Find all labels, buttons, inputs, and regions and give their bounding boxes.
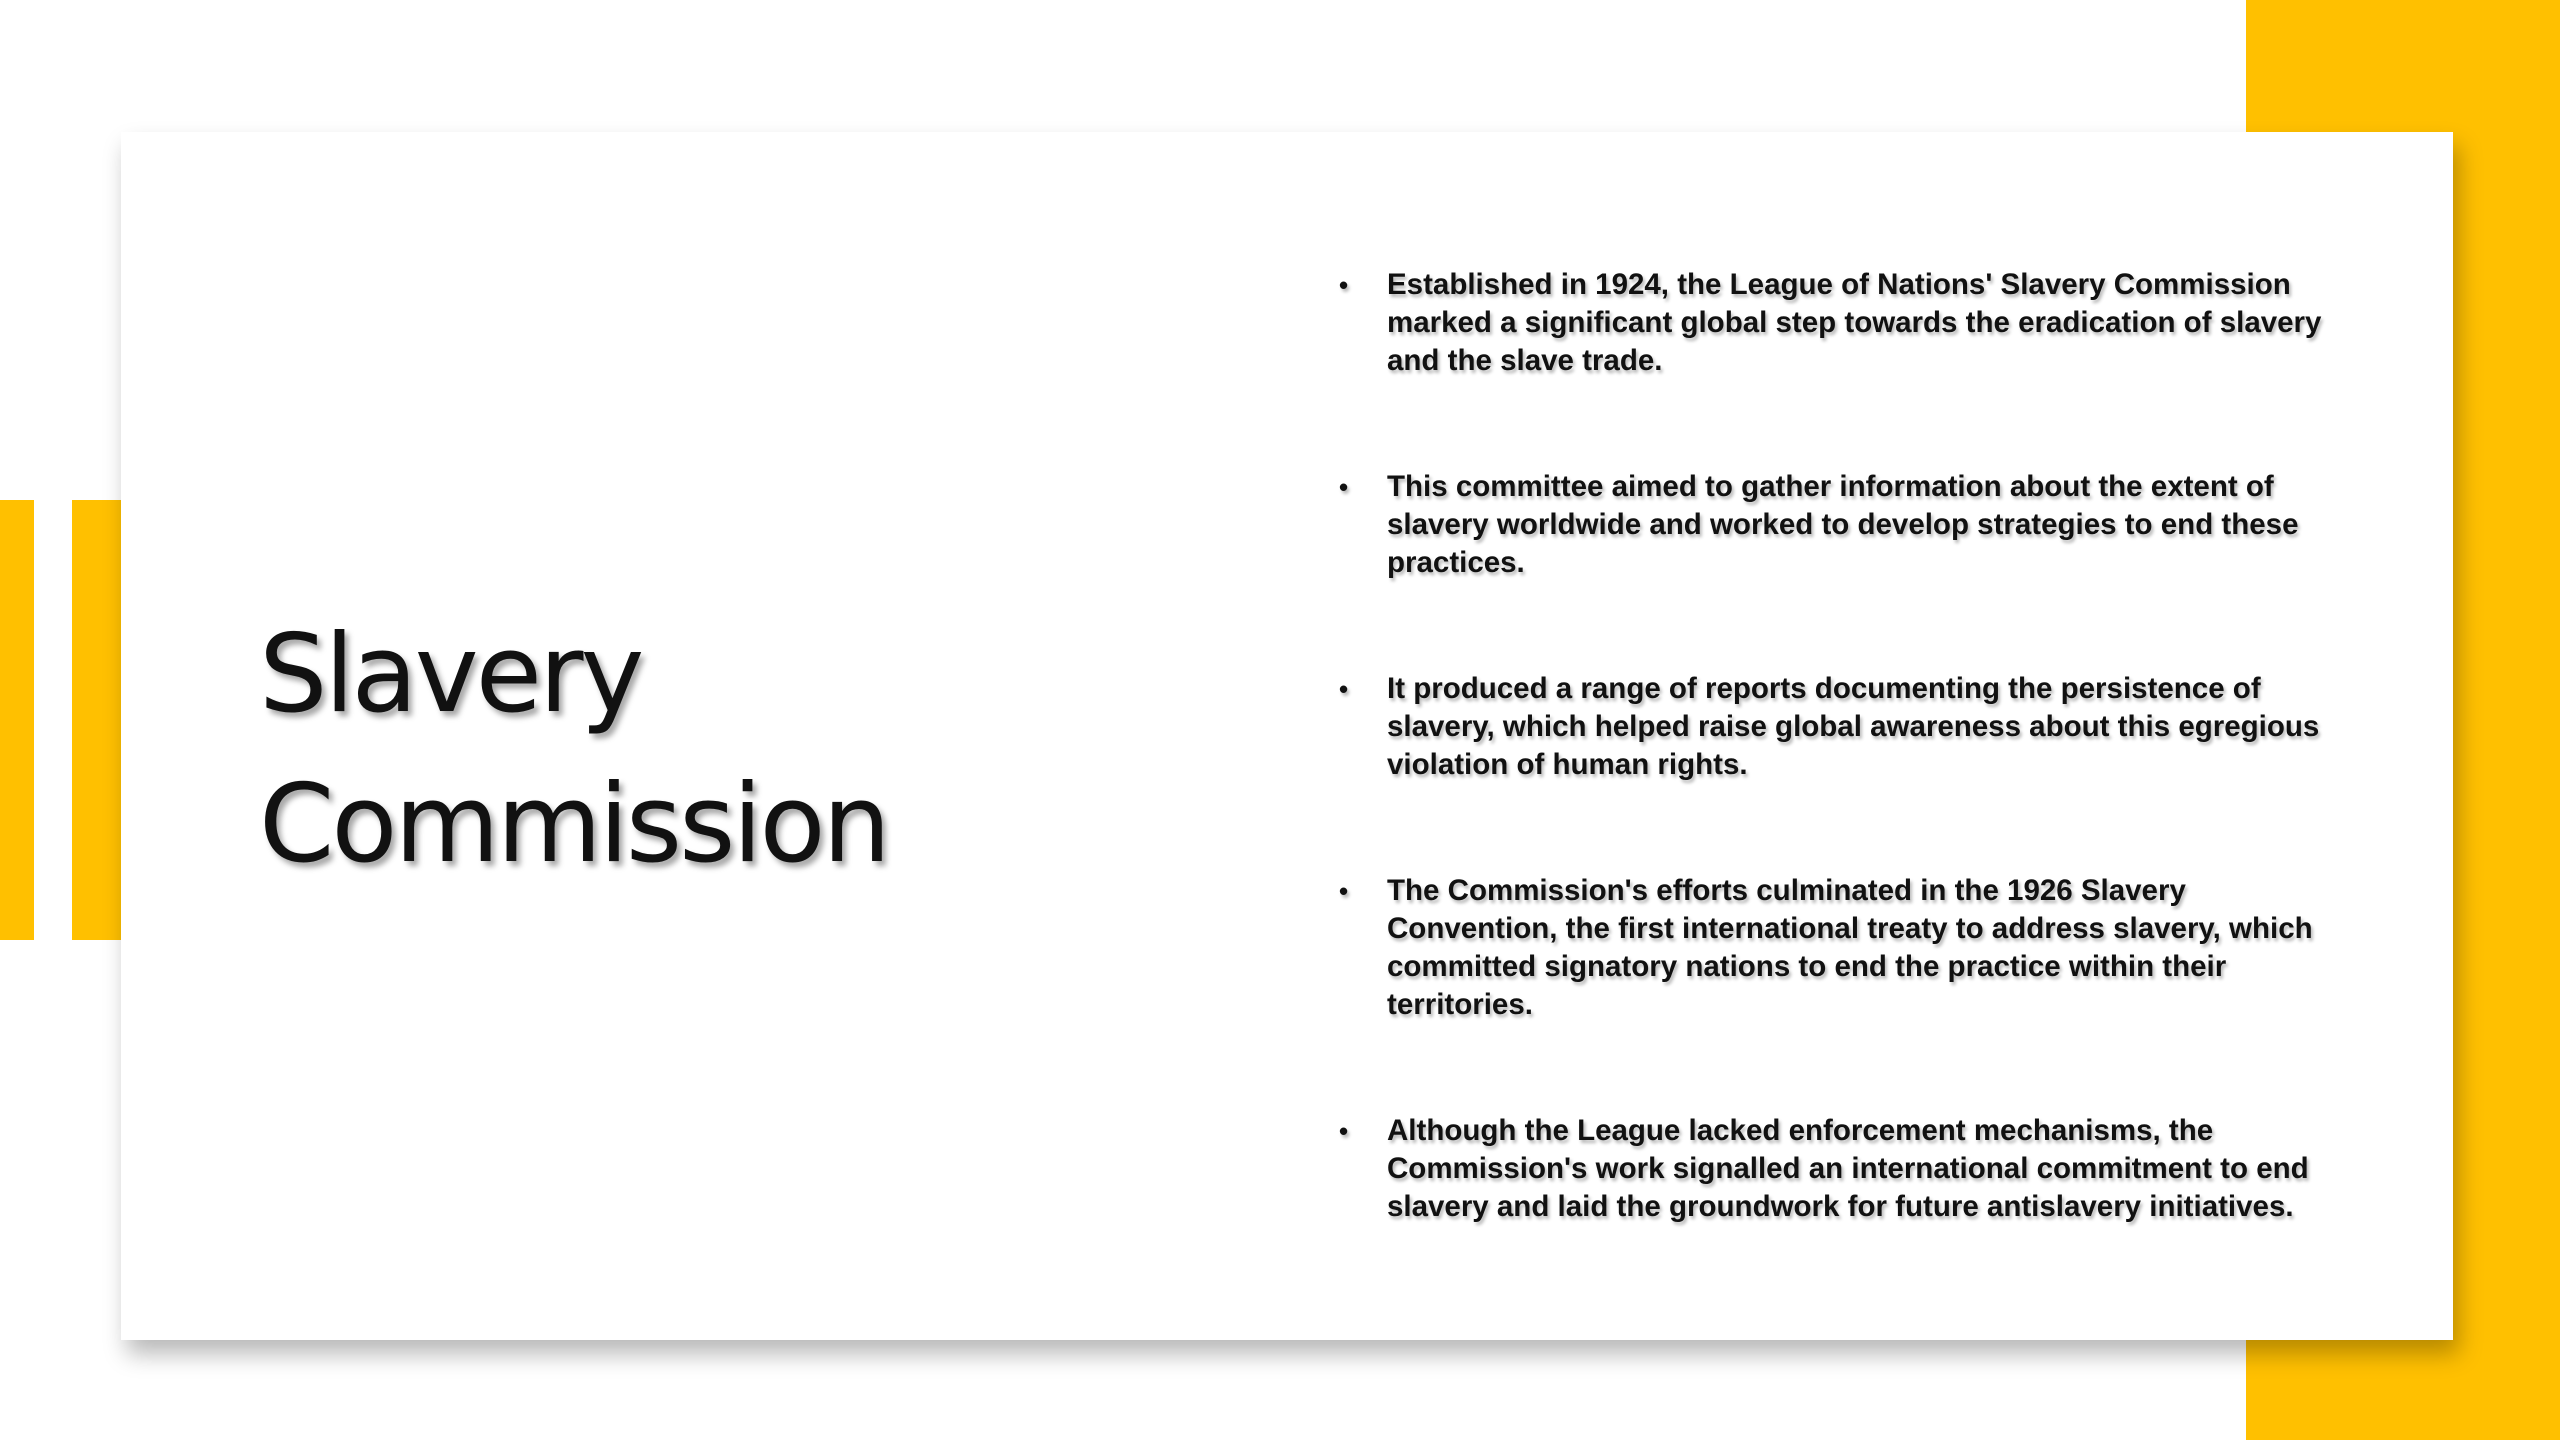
bullet-text: Although the League lacked enforcement mechanisms, the Commission's work signalled an international commitment to end slavery and laid the groundwork for future antislavery initiatives. [1387,1114,2309,1223]
bullet-marker: • [1339,876,1349,906]
bullet-marker: • [1339,472,1349,502]
accent-bar-left-inner [72,500,121,940]
bullet-marker: • [1339,1116,1349,1146]
bullet-list [1339,266,2359,1226]
bullet-text: Established in 1924, the League of Nations' Slavery Commission marked a significant global step towards the eradication of slavery and the slave trade. [1387,268,2322,377]
bullet-item [1339,1112,2359,1226]
bullet-marker: • [1339,270,1349,300]
bullet-item [1339,266,2359,380]
bullet-item [1339,670,2359,784]
slide-title [259,600,1159,900]
bullet-text: The Commission's efforts culminated in the 1926 Slavery Convention, the first international treaty to address slavery, which committed signatory nations to end the practice within their territories. [1387,874,2313,1021]
accent-bar-left-outer [0,500,34,940]
bullet-text: This committee aimed to gather information about the extent of slavery worldwide and worked to develop strategies to end these practices. [1387,470,2299,579]
slide-title-line-2: Commission [259,762,888,887]
bullet-item [1339,872,2359,1024]
slide-title-line-1: Slavery [259,612,642,737]
bullet-text: It produced a range of reports documenting the persistence of slavery, which helped raise global awareness about this egregious violation of human rights. [1387,672,2320,781]
bullet-item [1339,468,2359,582]
bullet-marker: • [1339,674,1349,704]
